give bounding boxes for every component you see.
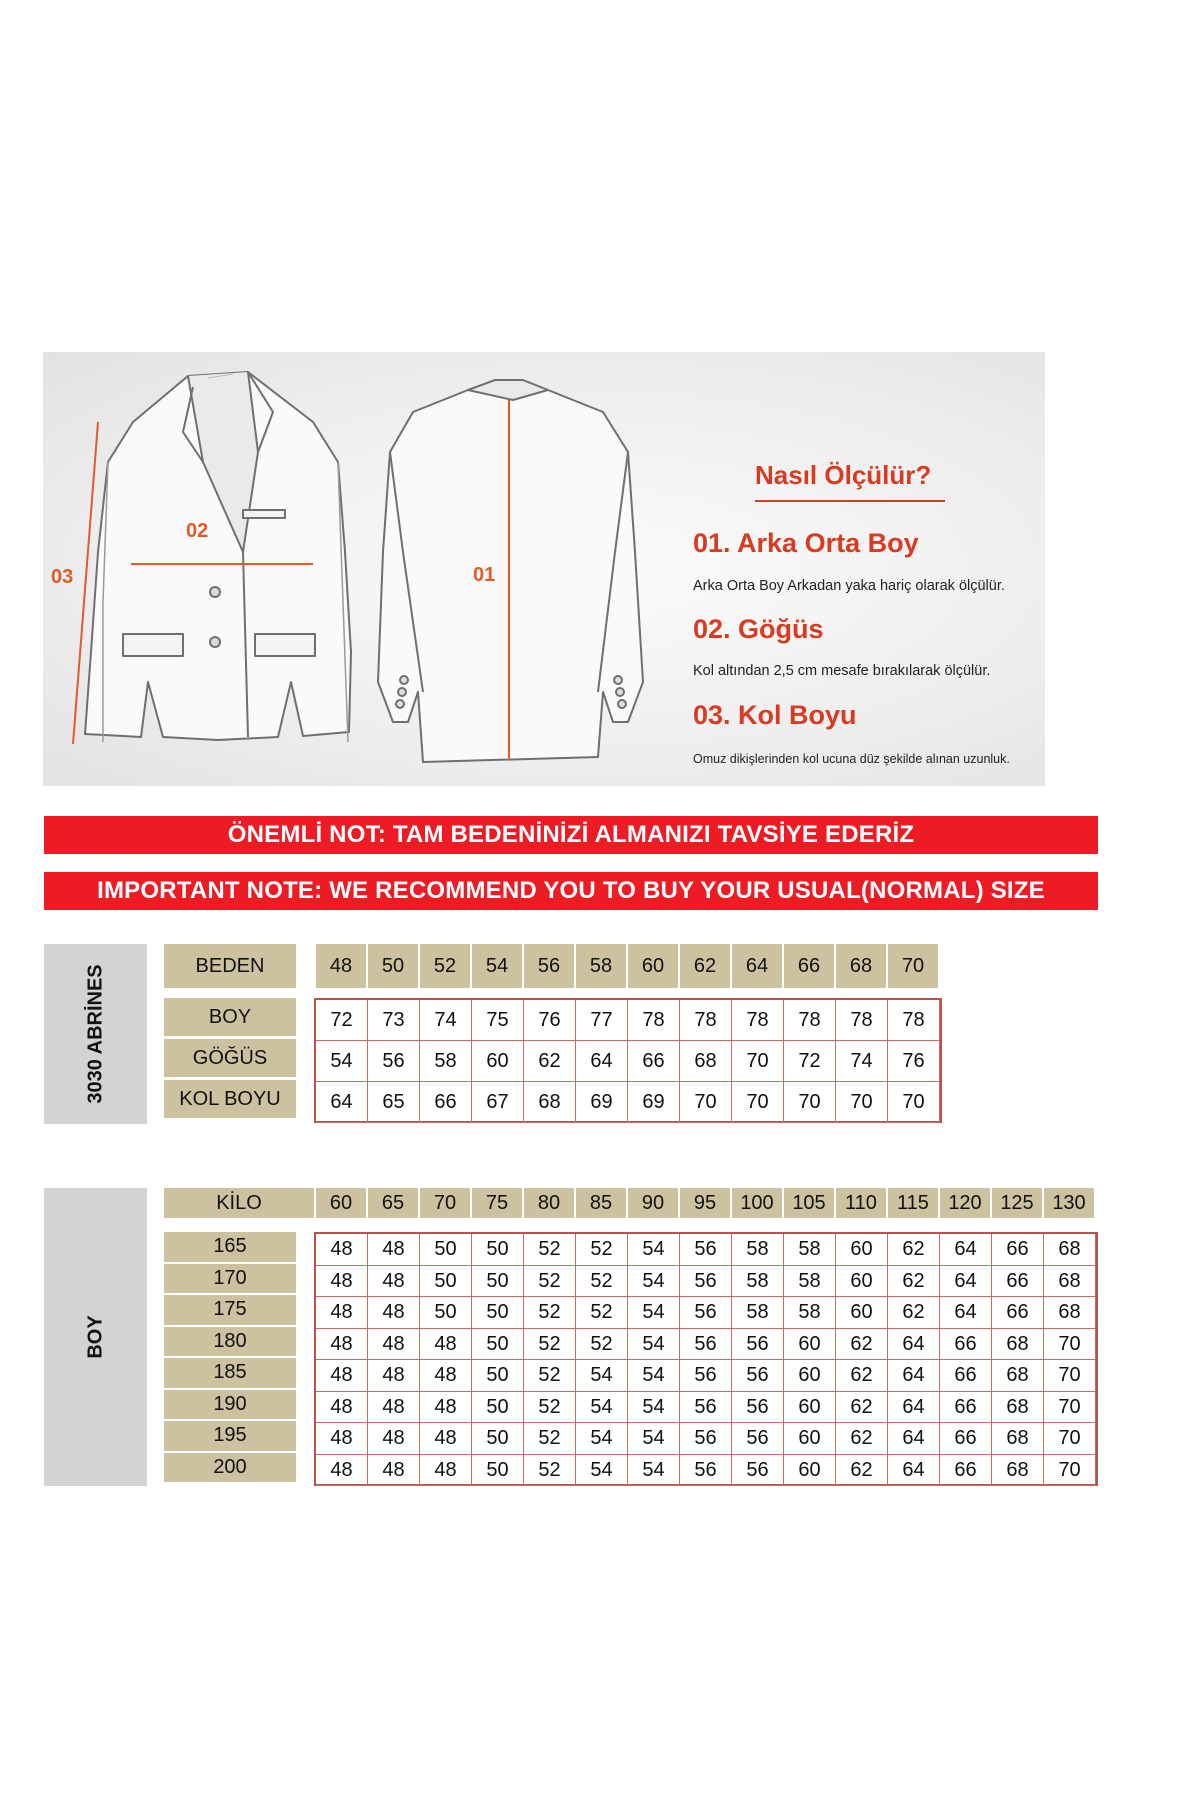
guide-title-underline (755, 500, 945, 502)
size-cell: 67 (472, 1082, 524, 1123)
size-cell: 60 (472, 1041, 524, 1082)
weight-cell: 48 (316, 1423, 368, 1455)
size-cell: 78 (836, 1000, 888, 1041)
size-cell: 66 (420, 1082, 472, 1123)
weight-cell: 52 (576, 1329, 628, 1361)
weight-cell: 62 (836, 1329, 888, 1361)
weight-cell: 60 (836, 1266, 888, 1298)
weight-header-cell: 100 (732, 1188, 784, 1218)
weight-cell: 56 (680, 1360, 732, 1392)
weight-cell: 68 (992, 1423, 1044, 1455)
weight-cell: 56 (680, 1423, 732, 1455)
size-cell: 70 (680, 1082, 732, 1123)
weight-header-label: KİLO (164, 1188, 314, 1218)
weight-cell: 66 (992, 1297, 1044, 1329)
size-cell: 78 (784, 1000, 836, 1041)
weight-cell: 50 (472, 1297, 524, 1329)
size-cell: 75 (472, 1000, 524, 1041)
weight-cell: 68 (992, 1455, 1044, 1487)
weight-header-cell: 120 (940, 1188, 992, 1218)
size-header-cell: 56 (524, 944, 576, 988)
weight-cell: 62 (888, 1297, 940, 1329)
weight-cell: 66 (940, 1329, 992, 1361)
weight-cell: 50 (472, 1423, 524, 1455)
weight-cell: 64 (940, 1297, 992, 1329)
size-cell: 54 (316, 1041, 368, 1082)
weight-cell: 56 (680, 1329, 732, 1361)
size-header-cell: 66 (784, 944, 836, 988)
weight-cell: 68 (1044, 1297, 1096, 1329)
size-cell: 70 (836, 1082, 888, 1123)
weight-header-cell: 110 (836, 1188, 888, 1218)
weight-cell: 64 (888, 1360, 940, 1392)
size-cell: 65 (368, 1082, 420, 1123)
size-cell: 73 (368, 1000, 420, 1041)
turkish-note-banner (44, 816, 1098, 854)
weight-cell: 56 (680, 1392, 732, 1424)
size-grid (314, 998, 942, 1123)
weight-cell: 66 (940, 1392, 992, 1424)
weight-header-cell: 105 (784, 1188, 836, 1218)
size-cell: 68 (680, 1041, 732, 1082)
weight-cell: 60 (784, 1329, 836, 1361)
size-header-label: BEDEN (164, 944, 296, 988)
weight-header-cell: 75 (472, 1188, 524, 1218)
weight-row-label: 185 (164, 1358, 296, 1388)
weight-row-label: 165 (164, 1232, 296, 1262)
weight-cell: 54 (628, 1297, 680, 1329)
weight-cell: 54 (628, 1423, 680, 1455)
weight-cell: 62 (888, 1266, 940, 1298)
weight-cell: 70 (1044, 1329, 1096, 1361)
weight-cell: 54 (628, 1360, 680, 1392)
weight-cell: 52 (524, 1423, 576, 1455)
weight-cell: 50 (472, 1266, 524, 1298)
weight-cell: 62 (836, 1360, 888, 1392)
size-cell: 64 (576, 1041, 628, 1082)
weight-cell: 58 (732, 1266, 784, 1298)
weight-cell: 50 (420, 1266, 472, 1298)
weight-cell: 48 (420, 1392, 472, 1424)
weight-header-cell: 125 (992, 1188, 1044, 1218)
weight-cell: 52 (524, 1234, 576, 1266)
weight-header-cell: 65 (368, 1188, 420, 1218)
front-jacket-illustration (85, 372, 351, 742)
weight-cell: 60 (784, 1360, 836, 1392)
weight-cell: 48 (316, 1297, 368, 1329)
weight-cell: 50 (472, 1392, 524, 1424)
weight-row-label: 170 (164, 1264, 296, 1294)
sleeve-label: 03 (51, 566, 74, 588)
size-cell: 70 (888, 1082, 940, 1123)
size-cell: 68 (524, 1082, 576, 1123)
weight-cell: 60 (784, 1455, 836, 1487)
weight-cell: 54 (628, 1392, 680, 1424)
weight-cell: 64 (940, 1234, 992, 1266)
weight-cell: 62 (888, 1234, 940, 1266)
weight-cell: 60 (836, 1234, 888, 1266)
step-3-description: Omuz dikişlerinden kol ucuna düz şekilde alınan uzunluk. (693, 752, 1010, 766)
weight-cell: 58 (784, 1266, 836, 1298)
size-cell: 76 (888, 1041, 940, 1082)
weight-cell: 48 (316, 1360, 368, 1392)
weight-cell: 58 (784, 1297, 836, 1329)
weight-row-label: 200 (164, 1453, 296, 1483)
weight-header-cell: 115 (888, 1188, 940, 1218)
weight-cell: 66 (940, 1423, 992, 1455)
weight-cell: 56 (732, 1329, 784, 1361)
weight-cell: 64 (888, 1423, 940, 1455)
size-cell: 78 (680, 1000, 732, 1041)
weight-cell: 64 (888, 1392, 940, 1424)
english-note-banner (44, 872, 1098, 910)
weight-cell: 54 (628, 1266, 680, 1298)
size-header-cell: 52 (420, 944, 472, 988)
weight-cell: 48 (368, 1297, 420, 1329)
weight-cell: 56 (680, 1266, 732, 1298)
weight-cell: 52 (524, 1360, 576, 1392)
step-1-description: Arka Orta Boy Arkadan yaka hariç olarak ölçülür. (693, 578, 1005, 594)
weight-header-cell: 70 (420, 1188, 472, 1218)
weight-cell: 50 (472, 1234, 524, 1266)
size-cell: 69 (628, 1082, 680, 1123)
weight-cell: 52 (576, 1266, 628, 1298)
weight-cell: 56 (680, 1297, 732, 1329)
weight-cell: 48 (368, 1329, 420, 1361)
weight-cell: 48 (316, 1329, 368, 1361)
size-cell: 78 (628, 1000, 680, 1041)
weight-cell: 60 (784, 1392, 836, 1424)
weight-cell: 68 (1044, 1234, 1096, 1266)
weight-table-side-label (44, 1188, 147, 1486)
weight-cell: 62 (836, 1455, 888, 1487)
size-table-side-label (44, 944, 147, 1124)
weight-cell: 48 (368, 1455, 420, 1487)
chest-label: 02 (186, 520, 209, 542)
step-3-heading: 03. Kol Boyu (693, 700, 857, 730)
weight-header-cell: 85 (576, 1188, 628, 1218)
size-cell: 72 (784, 1041, 836, 1082)
weight-cell: 48 (420, 1455, 472, 1487)
weight-cell: 66 (992, 1266, 1044, 1298)
weight-cell: 48 (316, 1234, 368, 1266)
weight-cell: 68 (992, 1329, 1044, 1361)
size-cell: 74 (836, 1041, 888, 1082)
weight-grid (314, 1232, 1098, 1486)
weight-header-cell: 90 (628, 1188, 680, 1218)
weight-cell: 56 (680, 1234, 732, 1266)
guide-title: Nasıl Ölçülür? (755, 460, 932, 490)
weight-cell: 56 (732, 1360, 784, 1392)
weight-cell: 70 (1044, 1423, 1096, 1455)
size-cell: 78 (732, 1000, 784, 1041)
weight-cell: 48 (368, 1423, 420, 1455)
weight-cell: 52 (524, 1455, 576, 1487)
weight-cell: 54 (576, 1423, 628, 1455)
weight-cell: 62 (836, 1423, 888, 1455)
step-2-heading: 02. Göğüs (693, 614, 824, 644)
size-header-cell: 58 (576, 944, 628, 988)
measurement-guide (43, 352, 1045, 786)
weight-cell: 52 (524, 1297, 576, 1329)
weight-cell: 54 (628, 1329, 680, 1361)
weight-cell: 68 (992, 1392, 1044, 1424)
size-header-cell: 64 (732, 944, 784, 988)
size-cell: 74 (420, 1000, 472, 1041)
weight-cell: 48 (316, 1266, 368, 1298)
weight-cell: 54 (628, 1455, 680, 1487)
size-cell: 70 (732, 1041, 784, 1082)
back-jacket-illustration (378, 380, 643, 762)
weight-cell: 56 (732, 1455, 784, 1487)
size-row-label: GÖĞÜS (164, 1039, 296, 1077)
size-header-cell: 50 (368, 944, 420, 988)
weight-header-cell: 80 (524, 1188, 576, 1218)
weight-cell: 48 (316, 1455, 368, 1487)
english-note-text: IMPORTANT NOTE: WE RECOMMEND YOU TO BUY YOUR USUAL(NORMAL) SIZE (97, 877, 1045, 904)
weight-cell: 48 (368, 1360, 420, 1392)
size-cell: 58 (420, 1041, 472, 1082)
weight-cell: 70 (1044, 1360, 1096, 1392)
size-header-cell: 48 (316, 944, 368, 988)
weight-cell: 52 (576, 1297, 628, 1329)
size-cell: 70 (784, 1082, 836, 1123)
turkish-note-text: ÖNEMLİ NOT: TAM BEDENİNİZİ ALMANIZI TAVSİYE EDERİZ (227, 821, 915, 848)
weight-cell: 48 (420, 1329, 472, 1361)
weight-cell: 60 (836, 1297, 888, 1329)
weight-cell: 50 (472, 1455, 524, 1487)
weight-cell: 48 (420, 1360, 472, 1392)
size-cell: 69 (576, 1082, 628, 1123)
size-cell: 76 (524, 1000, 576, 1041)
weight-cell: 70 (1044, 1392, 1096, 1424)
size-header-cell: 70 (888, 944, 940, 988)
size-cell: 77 (576, 1000, 628, 1041)
weight-cell: 54 (576, 1360, 628, 1392)
size-header-cell: 62 (680, 944, 732, 988)
weight-cell: 48 (316, 1392, 368, 1424)
weight-cell: 48 (368, 1392, 420, 1424)
weight-cell: 58 (784, 1234, 836, 1266)
size-table-side-text: 3030 ABRİNES (84, 964, 106, 1104)
weight-row-label: 195 (164, 1421, 296, 1451)
weight-cell: 66 (940, 1360, 992, 1392)
weight-cell: 50 (472, 1360, 524, 1392)
weight-header-cell: 130 (1044, 1188, 1096, 1218)
size-cell: 72 (316, 1000, 368, 1041)
size-cell: 66 (628, 1041, 680, 1082)
weight-cell: 64 (888, 1455, 940, 1487)
size-header-cell: 68 (836, 944, 888, 988)
weight-cell: 48 (368, 1266, 420, 1298)
weight-cell: 58 (732, 1234, 784, 1266)
step-1-heading: 01. Arka Orta Boy (693, 528, 919, 558)
weight-cell: 54 (576, 1392, 628, 1424)
weight-cell: 50 (420, 1234, 472, 1266)
weight-cell: 52 (576, 1234, 628, 1266)
weight-cell: 54 (576, 1455, 628, 1487)
jacket-diagram (43, 352, 1045, 786)
weight-cell: 58 (732, 1297, 784, 1329)
weight-cell: 60 (784, 1423, 836, 1455)
weight-cell: 62 (836, 1392, 888, 1424)
weight-table-side-text: BOY (84, 1315, 106, 1359)
weight-cell: 52 (524, 1329, 576, 1361)
weight-cell: 56 (680, 1455, 732, 1487)
weight-cell: 66 (940, 1455, 992, 1487)
weight-cell: 64 (888, 1329, 940, 1361)
size-cell: 78 (888, 1000, 940, 1041)
size-cell: 62 (524, 1041, 576, 1082)
weight-cell: 54 (628, 1234, 680, 1266)
weight-cell: 70 (1044, 1455, 1096, 1487)
weight-cell: 50 (472, 1329, 524, 1361)
weight-cell: 66 (992, 1234, 1044, 1266)
size-header-cell: 60 (628, 944, 680, 988)
weight-cell: 56 (732, 1392, 784, 1424)
weight-row-label: 175 (164, 1295, 296, 1325)
weight-cell: 64 (940, 1266, 992, 1298)
weight-cell: 56 (732, 1423, 784, 1455)
weight-cell: 68 (992, 1360, 1044, 1392)
weight-cell: 48 (368, 1234, 420, 1266)
back-label: 01 (473, 564, 496, 586)
step-2-description: Kol altından 2,5 cm mesafe bırakılarak ölçülür. (693, 663, 991, 679)
weight-header-cell: 95 (680, 1188, 732, 1218)
weight-cell: 68 (1044, 1266, 1096, 1298)
weight-row-label: 180 (164, 1327, 296, 1357)
size-row-label: KOL BOYU (164, 1080, 296, 1118)
size-cell: 56 (368, 1041, 420, 1082)
size-row-label: BOY (164, 998, 296, 1036)
size-header-cell: 54 (472, 944, 524, 988)
size-cell: 70 (732, 1082, 784, 1123)
weight-cell: 50 (420, 1297, 472, 1329)
weight-cell: 52 (524, 1392, 576, 1424)
weight-header-cell: 60 (316, 1188, 368, 1218)
size-cell: 64 (316, 1082, 368, 1123)
weight-row-label: 190 (164, 1390, 296, 1420)
weight-cell: 52 (524, 1266, 576, 1298)
weight-cell: 48 (420, 1423, 472, 1455)
